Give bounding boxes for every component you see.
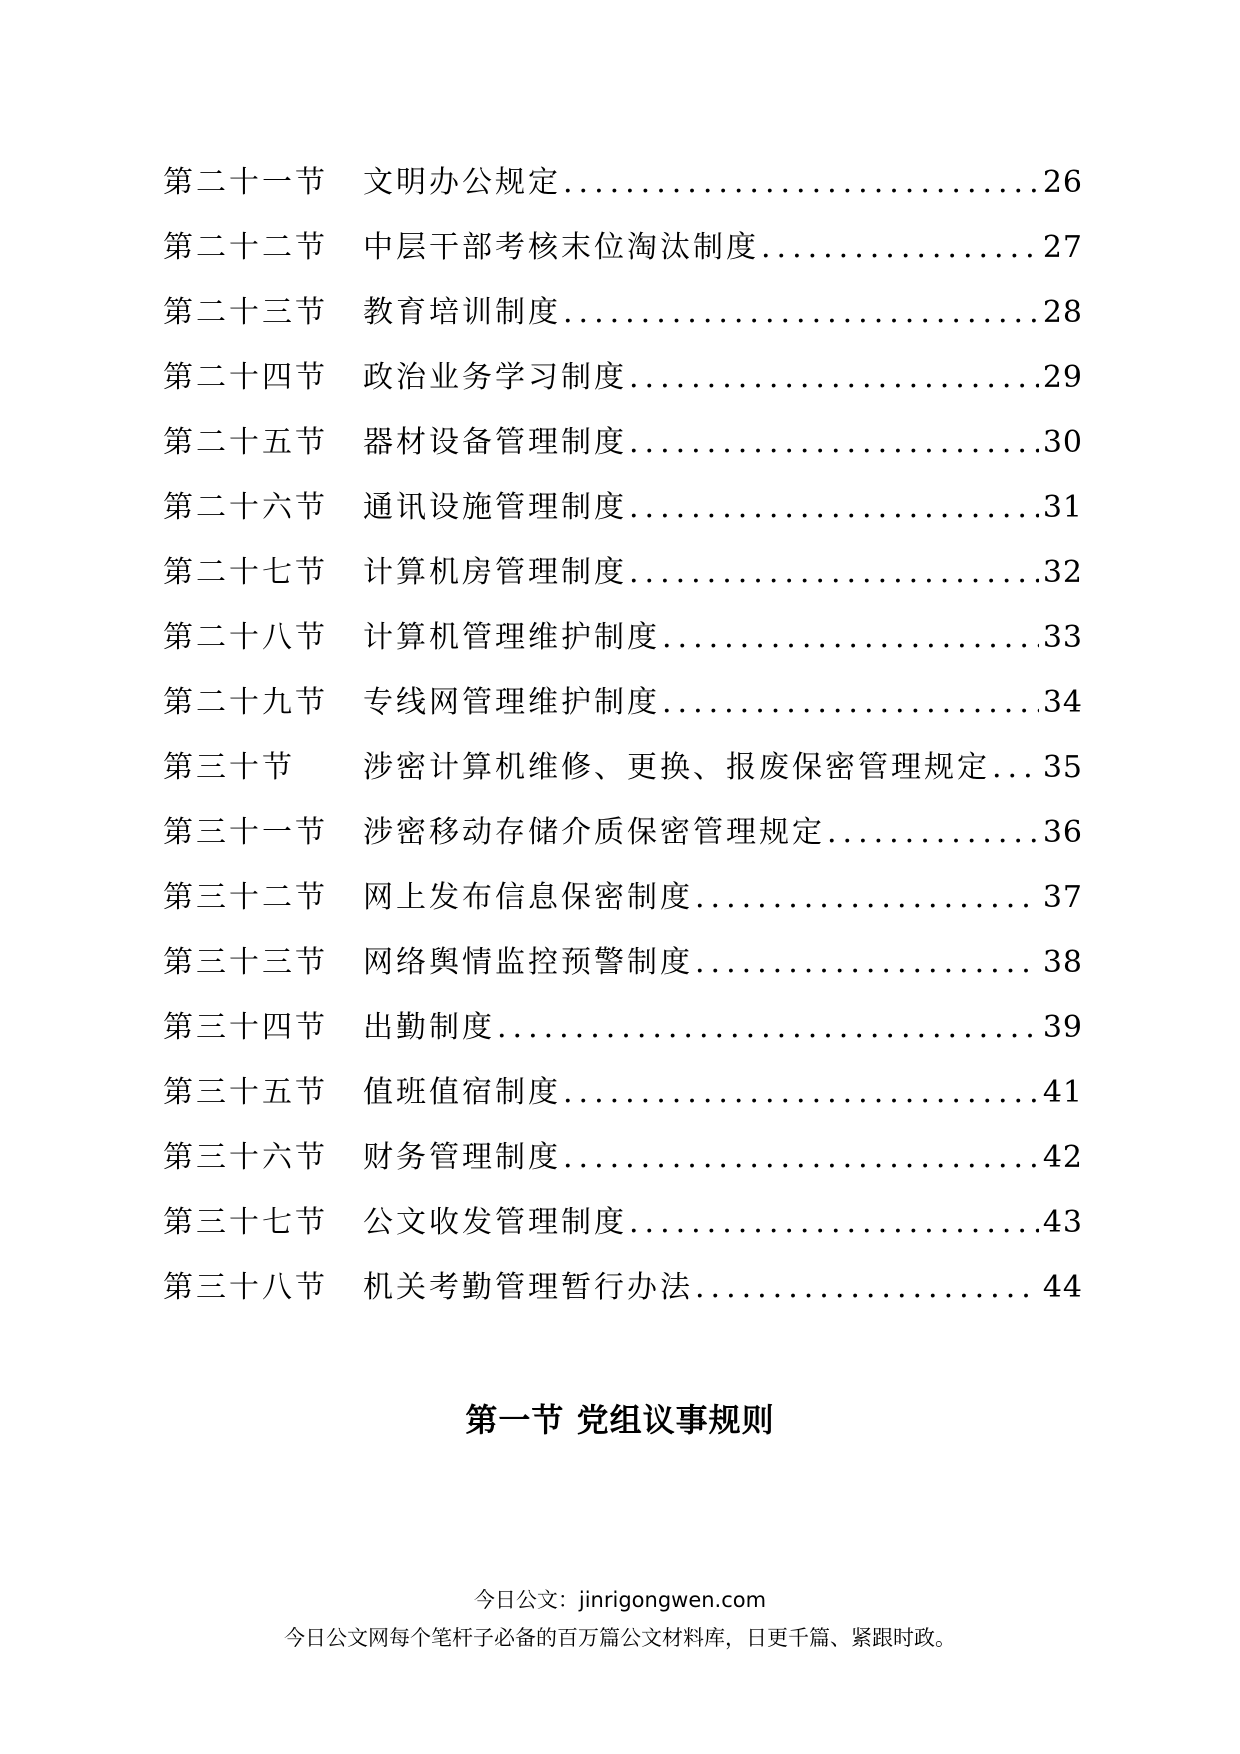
- toc-entry-title: 涉密移动存储介质保密管理规定: [363, 815, 825, 850]
- toc-page-number: 41: [1042, 1075, 1083, 1110]
- toc-page-number: 32: [1042, 555, 1083, 590]
- toc-entry-title: 涉密计算机维修、更换、报废保密管理规定: [363, 750, 990, 785]
- toc-section-number: 第三十五节: [163, 1075, 328, 1110]
- toc-section-number: 第二十五节: [163, 425, 328, 460]
- toc-page-number: 30: [1042, 425, 1083, 460]
- toc-page-number: 42: [1042, 1140, 1083, 1175]
- toc-entry: [163, 677, 1083, 742]
- toc-dot-leader: [662, 685, 1039, 720]
- toc-entry: [163, 937, 1083, 1002]
- toc-page-number: 44: [1042, 1270, 1083, 1305]
- table-of-contents: [163, 157, 1083, 1327]
- toc-entry-title: 器材设备管理制度: [363, 425, 627, 460]
- toc-section-number: 第三十三节: [163, 945, 328, 980]
- toc-entry-title: 专线网管理维护制度: [363, 685, 660, 720]
- toc-entry: [163, 417, 1083, 482]
- toc-entry: [163, 157, 1083, 222]
- toc-entry: [163, 612, 1083, 677]
- toc-entry: [163, 1262, 1083, 1327]
- toc-entry: [163, 1067, 1083, 1132]
- toc-entry-title: 机关考勤管理暂行办法: [363, 1270, 693, 1305]
- toc-entry: [163, 807, 1083, 872]
- toc-entry: [163, 1197, 1083, 1262]
- toc-section-number: 第二十二节: [163, 230, 328, 265]
- section-heading: 第一节 党组议事规则: [465, 1401, 775, 1439]
- toc-dot-leader: [629, 1205, 1039, 1240]
- toc-dot-leader: [563, 295, 1039, 330]
- toc-section-number: 第三十四节: [163, 1010, 328, 1045]
- toc-section-number: 第三十六节: [163, 1140, 328, 1175]
- toc-entry-title: 出勤制度: [363, 1010, 495, 1045]
- toc-entry-title: 教育培训制度: [363, 295, 561, 330]
- toc-page-number: 39: [1042, 1010, 1083, 1045]
- toc-entry-title: 财务管理制度: [363, 1140, 561, 1175]
- toc-section-number: 第三十一节: [163, 815, 328, 850]
- toc-dot-leader: [695, 1270, 1039, 1305]
- toc-entry-title: 通讯设施管理制度: [363, 490, 627, 525]
- toc-dot-leader: [629, 425, 1039, 460]
- toc-entry-title: 政治业务学习制度: [363, 360, 627, 395]
- toc-page-number: 37: [1042, 880, 1083, 915]
- toc-dot-leader: [629, 490, 1039, 525]
- toc-dot-leader: [695, 880, 1039, 915]
- toc-section-number: 第三十七节: [163, 1205, 328, 1240]
- toc-section-number: 第二十四节: [163, 360, 328, 395]
- toc-entry: [163, 222, 1083, 287]
- toc-entry: [163, 352, 1083, 417]
- toc-dot-leader: [563, 1075, 1039, 1110]
- toc-entry: [163, 742, 1083, 807]
- toc-entry-title: 文明办公规定: [363, 165, 561, 200]
- toc-section-number: 第二十六节: [163, 490, 328, 525]
- toc-page-number: 34: [1042, 685, 1083, 720]
- toc-entry-title: 中层干部考核末位淘汰制度: [363, 230, 759, 265]
- toc-entry-title: 值班值宿制度: [363, 1075, 561, 1110]
- toc-entry: [163, 287, 1083, 352]
- footer-slogan-line: 今日公文网每个笔杆子必备的百万篇公文材料库，日更千篇、紧跟时政。: [284, 1626, 956, 1650]
- toc-section-number: 第三十二节: [163, 880, 328, 915]
- toc-page-number: 33: [1042, 620, 1083, 655]
- toc-entry: [163, 1132, 1083, 1197]
- toc-entry-title: 公文收发管理制度: [363, 1205, 627, 1240]
- toc-page-number: 36: [1042, 815, 1083, 850]
- toc-entry: [163, 872, 1083, 937]
- toc-dot-leader: [761, 230, 1039, 265]
- toc-entry: [163, 547, 1083, 612]
- toc-entry-title: 计算机管理维护制度: [363, 620, 660, 655]
- toc-page-number: 29: [1042, 360, 1083, 395]
- toc-page-number: 28: [1042, 295, 1083, 330]
- toc-section-number: 第三十节: [163, 750, 295, 785]
- toc-entry: [163, 1002, 1083, 1067]
- toc-page-number: 26: [1042, 165, 1083, 200]
- toc-page-number: 31: [1042, 490, 1083, 525]
- toc-dot-leader: [992, 750, 1039, 785]
- toc-dot-leader: [662, 620, 1039, 655]
- toc-dot-leader: [695, 945, 1039, 980]
- toc-dot-leader: [497, 1010, 1039, 1045]
- toc-section-number: 第二十九节: [163, 685, 328, 720]
- toc-dot-leader: [827, 815, 1039, 850]
- toc-entry-title: 计算机房管理制度: [363, 555, 627, 590]
- toc-section-number: 第二十八节: [163, 620, 328, 655]
- toc-section-number: 第二十一节: [163, 165, 328, 200]
- toc-page-number: 38: [1042, 945, 1083, 980]
- toc-entry-title: 网上发布信息保密制度: [363, 880, 693, 915]
- toc-dot-leader: [629, 555, 1039, 590]
- toc-section-number: 第二十三节: [163, 295, 328, 330]
- footer-site-line: 今日公文：jinrigongwen.com: [473, 1588, 767, 1612]
- toc-dot-leader: [629, 360, 1039, 395]
- toc-page-number: 27: [1042, 230, 1083, 265]
- toc-page-number: 43: [1042, 1205, 1083, 1240]
- toc-dot-leader: [563, 1140, 1039, 1175]
- toc-section-number: 第二十七节: [163, 555, 328, 590]
- toc-section-number: 第三十八节: [163, 1270, 328, 1305]
- toc-entry-title: 网络舆情监控预警制度: [363, 945, 693, 980]
- toc-page-number: 35: [1042, 750, 1083, 785]
- toc-entry: [163, 482, 1083, 547]
- toc-dot-leader: [563, 165, 1039, 200]
